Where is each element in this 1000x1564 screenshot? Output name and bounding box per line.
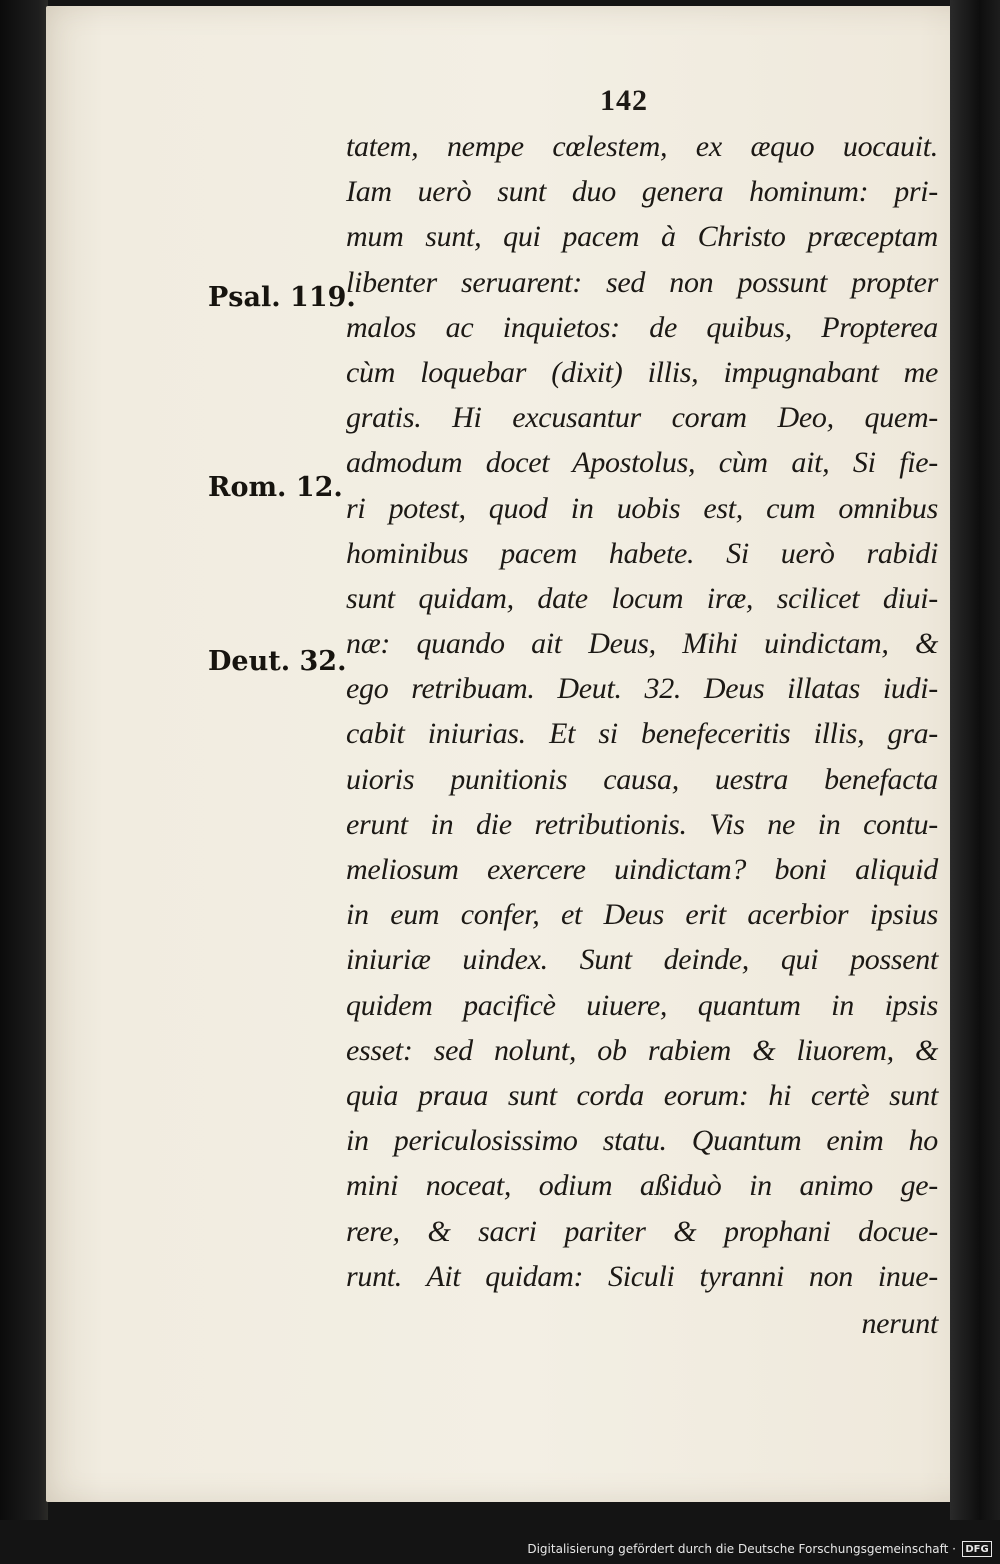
- text-line: mum sunt, qui pacem à Christo præceptam: [346, 220, 938, 254]
- text-line: mini noceat, odium aßiduò in animo ge-: [346, 1169, 938, 1203]
- text-line: malos ac inquietos: de quibus, Propterea: [346, 310, 938, 344]
- text-line: rere, & sacri pariter & prophani docue-: [346, 1214, 938, 1248]
- footer-credit: Digitalisierung gefördert durch die Deutsche Forschungsgemeinschaft ·: [527, 1542, 956, 1556]
- text-line: tatem, nempe cœlestem, ex æquo uocauit.: [346, 130, 938, 163]
- text-line: runt. Ait quidam: Siculi tyranni non inue-: [346, 1259, 938, 1293]
- text-line: libenter seruarent: sed non possunt propter: [346, 265, 938, 299]
- text-line: ri potest, quod in uobis est, cum omnibus: [346, 491, 938, 525]
- body-text: [346, 124, 938, 1346]
- text-line: in eum confer, et Deus erit acerbior ipsius: [346, 898, 938, 932]
- margin-note-deut: Deut. 32.: [208, 646, 347, 677]
- book-binding-right: [950, 0, 1000, 1520]
- text-line: næ: quando ait Deus, Mihi uindictam, &: [346, 627, 938, 661]
- text-line: iniuriæ uindex. Sunt deinde, qui possent: [346, 943, 938, 977]
- catchword: nerunt: [861, 1306, 938, 1340]
- text-line: cùm loquebar (dixit) illis, impugnabant me: [346, 355, 938, 389]
- text-line: cabit iniurias. Et si benefeceritis illis, gra-: [346, 717, 938, 751]
- text-line: sunt quidam, date locum iræ, scilicet diui-: [346, 581, 938, 615]
- text-line: erunt in die retributionis. Vis ne in contu-: [346, 807, 938, 841]
- text-line: in periculosissimo statu. Quantum enim ho: [346, 1124, 938, 1158]
- dfg-logo: DFG: [962, 1541, 992, 1557]
- text-line: ego retribuam. Deut. 32. Deus illatas iudi-: [346, 672, 938, 706]
- text-line: quidem pacificè uiuere, quantum in ipsis: [346, 988, 938, 1022]
- footer: [527, 1538, 992, 1560]
- text-line: gratis. Hi excusantur coram Deo, quem-: [346, 401, 938, 435]
- text-line: Iam uerò sunt duo genera hominum: pri-: [346, 175, 938, 209]
- text-line: uioris punitionis causa, uestra benefacta: [346, 762, 938, 796]
- book-binding-left: [0, 0, 48, 1520]
- text-line: quia praua sunt corda eorum: hi certè sunt: [346, 1078, 938, 1112]
- page-number: 142: [600, 84, 648, 117]
- margin-note-rom: Rom. 12.: [208, 472, 343, 503]
- margin-note-psal: Psal. 119.: [208, 282, 356, 313]
- text-line: hominibus pacem habete. Si uerò rabidi: [346, 536, 938, 570]
- text-line: meliosum exercere uindictam? boni aliquid: [346, 853, 938, 886]
- text-line: admodum docet Apostolus, cùm ait, Si fie-: [346, 446, 938, 480]
- text-line: esset: sed nolunt, ob rabiem & liuorem, &: [346, 1033, 938, 1067]
